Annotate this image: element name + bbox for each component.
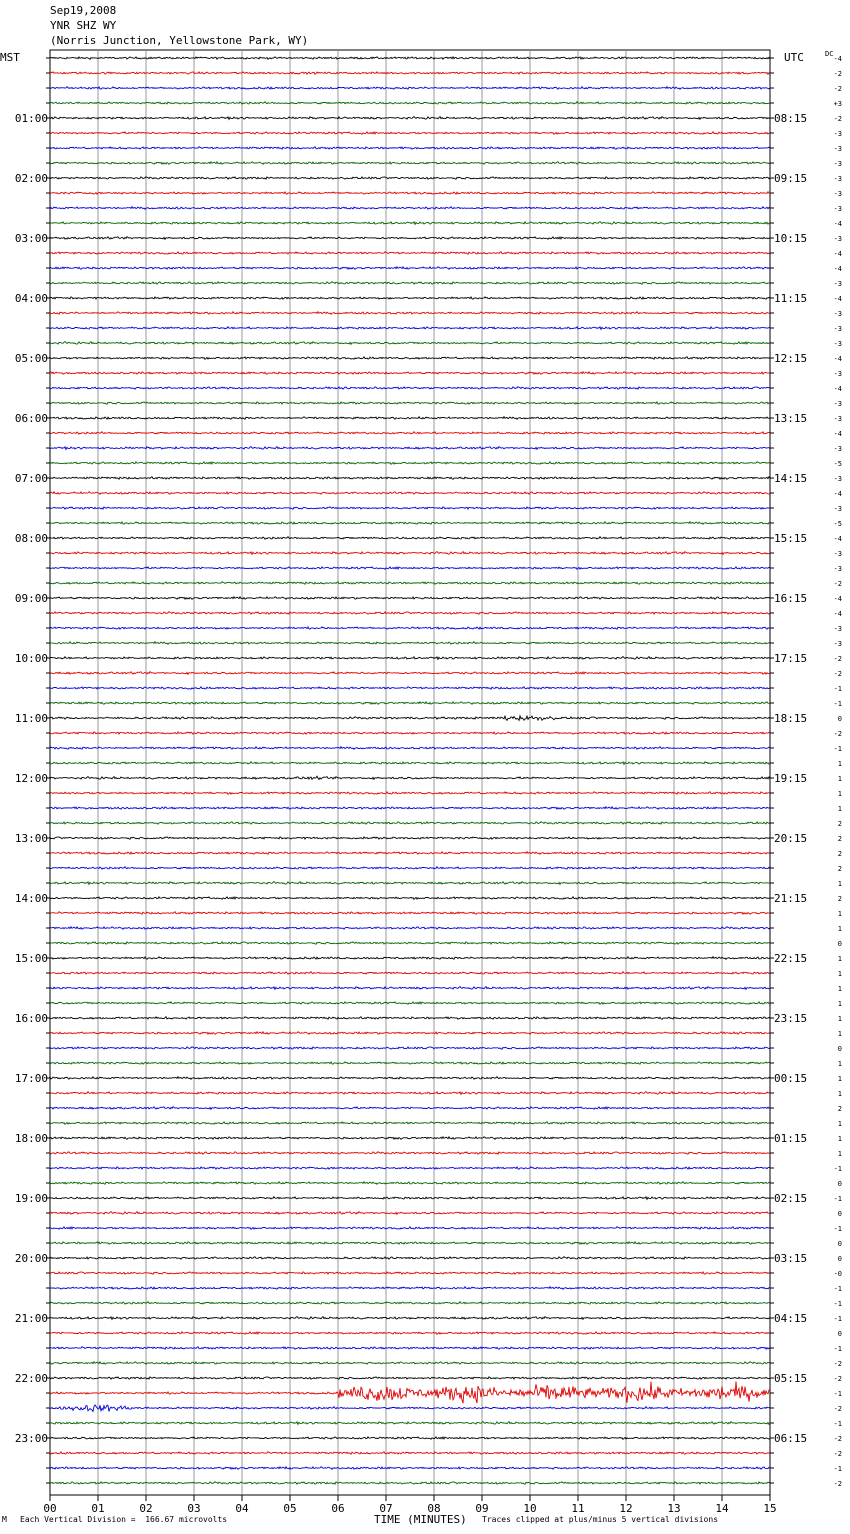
seismic-trace xyxy=(50,1302,770,1305)
dc-offset-label: -1 xyxy=(833,685,842,693)
right-hour-label: 12:15 xyxy=(774,352,808,365)
seismic-trace xyxy=(50,762,770,765)
seismic-trace xyxy=(50,687,770,690)
seismic-trace xyxy=(50,162,770,165)
seismic-trace xyxy=(50,657,770,660)
seismic-trace xyxy=(50,522,770,525)
right-hour-label: 16:15 xyxy=(774,592,808,605)
x-tick-label: 05 xyxy=(283,1502,297,1515)
dc-offset-label: 0 xyxy=(837,715,842,723)
dc-offset-label: -1 xyxy=(833,1390,842,1398)
seismic-trace xyxy=(50,507,770,509)
seismic-trace xyxy=(50,222,770,225)
dc-offset-label: 0 xyxy=(837,1240,842,1248)
dc-offset-label: -3 xyxy=(833,175,842,183)
dc-offset-label: -3 xyxy=(833,190,842,198)
seismic-trace xyxy=(50,297,770,299)
station-code: YNR SHZ WY xyxy=(50,19,117,32)
dc-offset-label: -2 xyxy=(833,1480,842,1488)
seismic-trace xyxy=(50,882,770,885)
x-tick-label: 12 xyxy=(619,1502,633,1515)
seismic-trace xyxy=(50,1287,770,1290)
dc-offset-label: -4 xyxy=(833,355,842,363)
dc-offset-label: 1 xyxy=(837,1060,842,1068)
seismic-trace xyxy=(50,1017,770,1020)
right-hour-label: 05:15 xyxy=(774,1372,808,1385)
left-hour-label: 22:00 xyxy=(14,1372,48,1385)
x-tick-label: 04 xyxy=(235,1502,249,1515)
dc-offset-label: -1 xyxy=(833,1315,842,1323)
left-hour-label: 09:00 xyxy=(14,592,48,605)
seismic-trace xyxy=(50,1212,770,1215)
seismic-trace xyxy=(50,1062,770,1064)
dc-offset-label: -3 xyxy=(833,475,842,483)
dc-offset-label: 1 xyxy=(837,760,842,768)
x-tick-label: 07 xyxy=(379,1502,393,1515)
seismic-trace xyxy=(50,342,770,345)
left-hour-label: 20:00 xyxy=(14,1252,48,1265)
seismic-trace xyxy=(50,1122,770,1125)
dc-offset-label: -2 xyxy=(833,1360,842,1368)
dc-offset-label: -1 xyxy=(833,1165,842,1173)
dc-offset-label: -1 xyxy=(833,1225,842,1233)
seismic-trace xyxy=(50,1137,770,1140)
seismic-trace xyxy=(50,897,770,900)
dc-offset-label: -2 xyxy=(833,85,842,93)
seismic-trace xyxy=(50,267,770,270)
right-hour-label: 21:15 xyxy=(774,892,808,905)
dc-offset-label: -2 xyxy=(833,1450,842,1458)
seismic-trace xyxy=(50,1167,770,1169)
right-hour-label: 03:15 xyxy=(774,1252,808,1265)
dc-offset-label: 2 xyxy=(837,835,842,843)
dc-offset-label: -1 xyxy=(833,1300,842,1308)
dc-offset-label: -4 xyxy=(833,595,842,603)
seismic-trace xyxy=(50,312,770,315)
x-tick-label: 01 xyxy=(91,1502,105,1515)
right-hour-label: 15:15 xyxy=(774,532,808,545)
seismic-trace xyxy=(50,567,770,570)
seismic-trace xyxy=(50,927,770,930)
seismic-trace xyxy=(50,822,770,825)
x-tick-label: 08 xyxy=(427,1502,441,1515)
left-hour-label: 07:00 xyxy=(14,472,48,485)
right-hour-label: 10:15 xyxy=(774,232,808,245)
x-tick-label: 02 xyxy=(139,1502,153,1515)
right-hour-label: 22:15 xyxy=(774,952,808,965)
dc-offset-label: -3 xyxy=(833,565,842,573)
left-hour-label: 18:00 xyxy=(14,1132,48,1145)
dc-offset-label: -3 xyxy=(833,130,842,138)
dc-offset-label: -3 xyxy=(833,415,842,423)
left-hour-label: 17:00 xyxy=(14,1072,48,1085)
seismic-trace xyxy=(50,987,770,990)
x-tick-label: 10 xyxy=(523,1502,537,1515)
dc-offset-label: 2 xyxy=(837,850,842,858)
seismic-trace xyxy=(50,1482,770,1485)
seismic-trace xyxy=(50,1197,770,1200)
right-timezone-label: UTC xyxy=(784,51,804,64)
seismic-trace xyxy=(50,702,770,705)
scale-note: Each Vertical Division = 166.67 microvolts xyxy=(20,1515,228,1524)
seismic-trace xyxy=(50,1377,770,1379)
dc-offset-label: -2 xyxy=(833,655,842,663)
seismic-trace xyxy=(50,627,770,629)
seismic-trace xyxy=(50,57,770,60)
seismic-trace xyxy=(50,1032,770,1035)
right-hour-label: 04:15 xyxy=(774,1312,808,1325)
dc-offset-label: -4 xyxy=(833,250,842,258)
dc-offset-label: -2 xyxy=(833,730,842,738)
dc-offset-label: -3 xyxy=(833,235,842,243)
seismic-trace xyxy=(50,237,770,240)
seismic-trace xyxy=(50,1182,770,1185)
right-hour-label: 13:15 xyxy=(774,412,808,425)
dc-offset-label: 1 xyxy=(837,805,842,813)
dc-offset-label: 0 xyxy=(837,940,842,948)
dc-offset-label: -3 xyxy=(833,370,842,378)
x-tick-label: 03 xyxy=(187,1502,201,1515)
left-hour-label: 04:00 xyxy=(14,292,48,305)
seismic-trace xyxy=(50,1317,770,1320)
seismic-trace xyxy=(50,912,770,915)
seismic-trace xyxy=(50,1381,770,1403)
seismic-trace xyxy=(50,492,770,495)
dc-offset-label: -2 xyxy=(833,670,842,678)
dc-offset-label: -2 xyxy=(833,70,842,78)
dc-offset-label: 1 xyxy=(837,1075,842,1083)
left-hour-label: 13:00 xyxy=(14,832,48,845)
left-hour-label: 10:00 xyxy=(14,652,48,665)
left-hour-label: 03:00 xyxy=(14,232,48,245)
x-axis-title: TIME (MINUTES) xyxy=(374,1513,467,1526)
seismic-trace xyxy=(50,1107,770,1110)
dc-offset-label: 1 xyxy=(837,970,842,978)
dc-offset-label: -4 xyxy=(833,490,842,498)
seismic-trace xyxy=(50,357,770,360)
dc-offset-label: 1 xyxy=(837,1015,842,1023)
left-hour-label: 23:00 xyxy=(14,1432,48,1445)
left-hour-label: 06:00 xyxy=(14,412,48,425)
right-hour-label: 14:15 xyxy=(774,472,808,485)
dc-offset-label: 1 xyxy=(837,955,842,963)
seismic-trace xyxy=(50,1347,770,1350)
station-location: (Norris Junction, Yellowstone Park, WY) xyxy=(50,34,309,47)
left-hour-label: 02:00 xyxy=(14,172,48,185)
dc-offset-label: 0 xyxy=(837,1330,842,1338)
dc-offset-label: -1 xyxy=(833,1195,842,1203)
left-hour-label: 11:00 xyxy=(14,712,48,725)
right-hour-label: 01:15 xyxy=(774,1132,808,1145)
dc-offset-label: -4 xyxy=(833,610,842,618)
seismic-trace xyxy=(50,1152,770,1155)
dc-offset-label: -3 xyxy=(833,640,842,648)
left-hour-label: 15:00 xyxy=(14,952,48,965)
seismic-trace xyxy=(50,402,770,404)
dc-offset-label: -4 xyxy=(833,385,842,393)
dc-offset-label: -2 xyxy=(833,580,842,588)
seismic-trace xyxy=(50,1092,770,1095)
right-hour-label: 20:15 xyxy=(774,832,808,845)
dc-offset-label: 0 xyxy=(837,1255,842,1263)
dc-offset-label: -3 xyxy=(833,325,842,333)
right-hour-label: 11:15 xyxy=(774,292,808,305)
dc-offset-label: 1 xyxy=(837,1120,842,1128)
dc-offset-label: 1 xyxy=(837,790,842,798)
seismic-trace xyxy=(50,1227,770,1230)
dc-offset-label: 1 xyxy=(837,910,842,918)
dc-offset-label: -1 xyxy=(833,1285,842,1293)
left-hour-label: 05:00 xyxy=(14,352,48,365)
seismic-trace xyxy=(50,1467,770,1470)
dc-offset-label: -2 xyxy=(833,1435,842,1443)
dc-offset-header: DC xyxy=(825,50,834,58)
dc-offset-label: 2 xyxy=(837,865,842,873)
dc-offset-label: -5 xyxy=(833,460,842,468)
seismic-trace xyxy=(50,327,770,330)
seismic-trace xyxy=(50,537,770,540)
seismic-trace xyxy=(50,867,770,870)
seismic-trace xyxy=(50,462,770,465)
dc-offset-label: -4 xyxy=(833,265,842,273)
dc-offset-label: 1 xyxy=(837,1030,842,1038)
x-tick-label: 15 xyxy=(763,1502,777,1515)
right-hour-label: 19:15 xyxy=(774,772,808,785)
dc-offset-label: -4 xyxy=(833,535,842,543)
seismic-trace xyxy=(50,612,770,615)
left-hour-label: 21:00 xyxy=(14,1312,48,1325)
dc-offset-label: 0 xyxy=(837,1180,842,1188)
dc-offset-label: -4 xyxy=(833,220,842,228)
seismic-trace xyxy=(50,1257,770,1260)
dc-offset-label: -3 xyxy=(833,625,842,633)
x-tick-label: 13 xyxy=(667,1502,681,1515)
seismic-trace xyxy=(50,642,770,645)
dc-offset-label: 1 xyxy=(837,1150,842,1158)
right-hour-label: 23:15 xyxy=(774,1012,808,1025)
dc-offset-label: -1 xyxy=(833,1420,842,1428)
right-hour-label: 17:15 xyxy=(774,652,808,665)
dc-offset-label: -1 xyxy=(833,700,842,708)
left-hour-label: 08:00 xyxy=(14,532,48,545)
seismic-trace xyxy=(50,552,770,555)
seismic-trace xyxy=(50,1332,770,1335)
dc-offset-label: -3 xyxy=(833,280,842,288)
seismic-trace xyxy=(50,747,770,750)
seismic-trace xyxy=(50,957,770,960)
left-hour-label: 12:00 xyxy=(14,772,48,785)
left-timezone-label: MST xyxy=(0,51,20,64)
x-tick-label: 09 xyxy=(475,1502,489,1515)
plot-frame xyxy=(50,50,770,1495)
dc-offset-label: -4 xyxy=(833,295,842,303)
dc-offset-label: -0 xyxy=(833,1270,842,1278)
seismic-trace xyxy=(50,87,770,90)
dc-offset-label: -2 xyxy=(833,1405,842,1413)
x-tick-label: 00 xyxy=(43,1502,57,1515)
dc-offset-label: -1 xyxy=(833,1465,842,1473)
seismic-trace xyxy=(50,837,770,839)
dc-offset-label: -1 xyxy=(833,745,842,753)
seismic-trace xyxy=(50,1422,770,1425)
dc-offset-label: -2 xyxy=(833,1375,842,1383)
seismic-trace xyxy=(50,1047,770,1050)
left-hour-label: 14:00 xyxy=(14,892,48,905)
seismic-trace xyxy=(50,792,770,795)
footer-mark: M xyxy=(2,1515,7,1524)
dc-offset-label: -3 xyxy=(833,145,842,153)
dc-offset-label: 2 xyxy=(837,1105,842,1113)
seismic-trace xyxy=(50,192,770,195)
seismic-trace xyxy=(50,1272,770,1274)
x-tick-label: 14 xyxy=(715,1502,729,1515)
dc-offset-label: 1 xyxy=(837,1090,842,1098)
dc-offset-label: -4 xyxy=(833,430,842,438)
dc-offset-label: +3 xyxy=(833,100,842,108)
seismic-trace xyxy=(50,72,770,75)
seismic-trace xyxy=(50,117,770,120)
dc-offset-label: -1 xyxy=(833,1345,842,1353)
seismic-trace xyxy=(50,372,770,375)
dc-offset-label: 1 xyxy=(837,880,842,888)
seismic-trace xyxy=(50,716,770,721)
seismic-trace xyxy=(50,252,770,255)
dc-offset-label: 1 xyxy=(837,925,842,933)
seismic-trace xyxy=(50,1405,770,1412)
x-tick-label: 06 xyxy=(331,1502,345,1515)
dc-offset-label: -4 xyxy=(833,55,842,63)
dc-offset-label: -3 xyxy=(833,310,842,318)
dc-offset-label: 2 xyxy=(837,820,842,828)
seismic-trace xyxy=(50,732,770,734)
right-hour-label: 18:15 xyxy=(774,712,808,725)
seismic-trace xyxy=(50,597,770,600)
seismic-trace xyxy=(50,387,770,390)
left-hour-label: 16:00 xyxy=(14,1012,48,1025)
seismic-trace xyxy=(50,807,770,810)
seismic-trace xyxy=(50,1452,770,1455)
dc-offset-label: 1 xyxy=(837,1000,842,1008)
seismic-trace xyxy=(50,972,770,975)
seismic-trace xyxy=(50,477,770,480)
plot-date: Sep19,2008 xyxy=(50,4,117,17)
dc-offset-label: 1 xyxy=(837,775,842,783)
seismic-trace xyxy=(50,147,770,150)
seismic-trace xyxy=(50,432,770,435)
seismic-trace xyxy=(50,177,770,180)
dc-offset-label: -3 xyxy=(833,400,842,408)
clip-note: Traces clipped at plus/minus 5 vertical divisions xyxy=(482,1515,719,1524)
left-hour-label: 19:00 xyxy=(14,1192,48,1205)
seismic-trace xyxy=(50,1362,770,1365)
right-hour-label: 09:15 xyxy=(774,172,808,185)
seismic-trace xyxy=(50,102,770,105)
dc-offset-label: -3 xyxy=(833,505,842,513)
dc-offset-label: 0 xyxy=(837,1045,842,1053)
seismic-trace xyxy=(50,1077,770,1080)
right-hour-label: 06:15 xyxy=(774,1432,808,1445)
right-hour-label: 00:15 xyxy=(774,1072,808,1085)
seismic-trace xyxy=(50,672,770,675)
dc-offset-label: 0 xyxy=(837,1210,842,1218)
dc-offset-label: -3 xyxy=(833,340,842,348)
dc-offset-label: -3 xyxy=(833,205,842,213)
dc-offset-label: 2 xyxy=(837,895,842,903)
seismic-trace xyxy=(50,1437,770,1440)
seismic-trace xyxy=(50,582,770,585)
seismic-trace xyxy=(50,132,770,135)
seismic-trace xyxy=(50,776,770,779)
dc-offset-label: 1 xyxy=(837,985,842,993)
seismic-trace xyxy=(50,282,770,285)
x-tick-label: 11 xyxy=(571,1502,585,1515)
dc-offset-label: 1 xyxy=(837,1135,842,1143)
dc-offset-label: -3 xyxy=(833,550,842,558)
seismic-trace xyxy=(50,417,770,420)
left-hour-label: 01:00 xyxy=(14,112,48,125)
seismic-trace xyxy=(50,942,770,944)
dc-offset-label: -3 xyxy=(833,160,842,168)
right-hour-label: 08:15 xyxy=(774,112,808,125)
right-hour-label: 02:15 xyxy=(774,1192,808,1205)
seismic-trace xyxy=(50,447,770,450)
dc-offset-label: -2 xyxy=(833,115,842,123)
seismic-trace xyxy=(50,207,770,210)
dc-offset-label: -3 xyxy=(833,445,842,453)
seismic-trace xyxy=(50,1242,770,1245)
dc-offset-label: -5 xyxy=(833,520,842,528)
seismic-trace xyxy=(50,852,770,855)
seismic-trace xyxy=(50,1002,770,1005)
